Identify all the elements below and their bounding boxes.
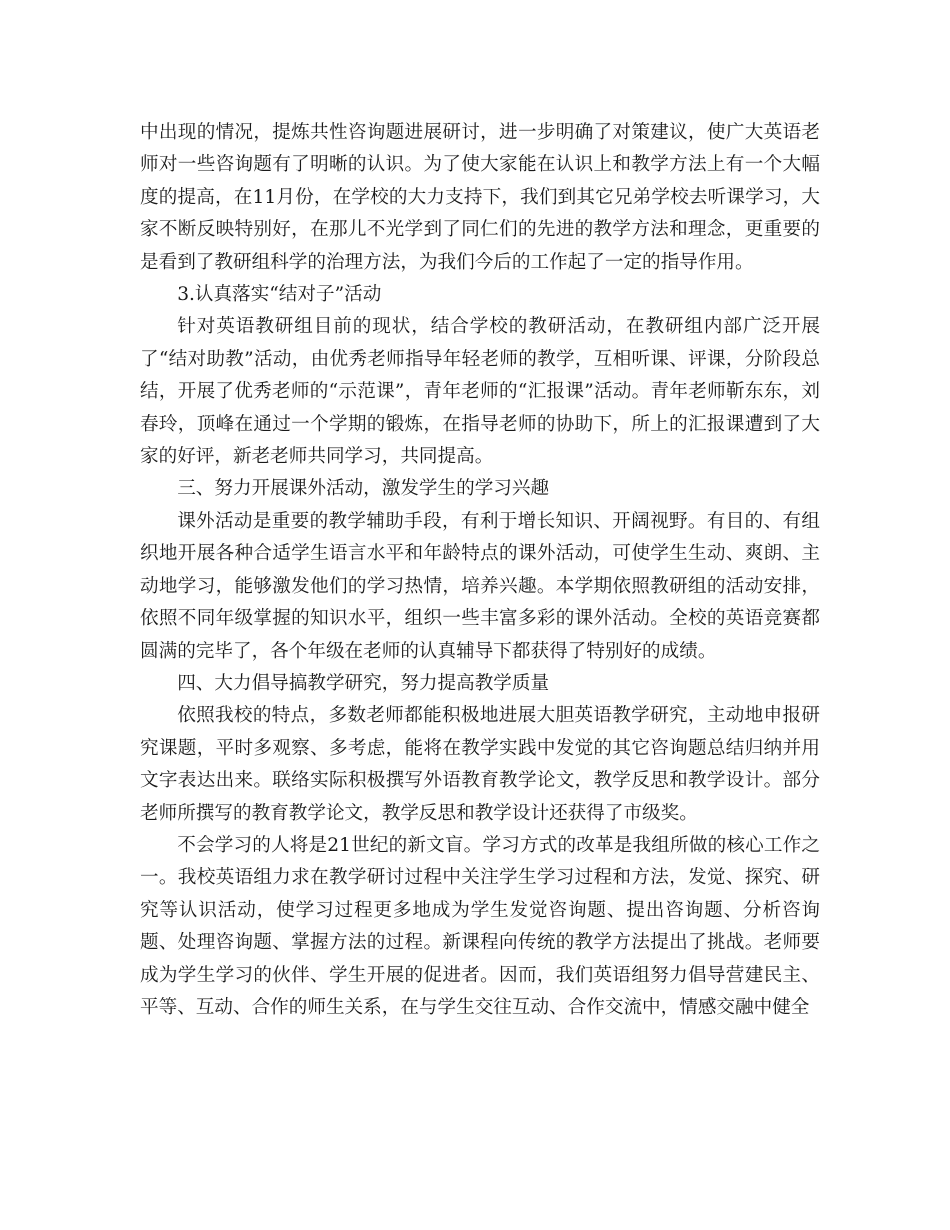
paragraph-4: 依照我校的特点，多数老师都能积极地进展大胆英语教学研究，主动地申报研究课题，平时多观察、多考虑，能将在教学实践中发觉的其它咨询题总结归纳并用文字表达出来。联络实际积极撰写外语教育教学论文，教学反思和教学设计。部分老师所撰写的教育教学论文，教学反思和教学设计还获得了市级奖。 (140, 705, 820, 824)
paragraph-5: 不会学习的人将是21世纪的新文盲。学习方式的改革是我组所做的核心工作之一。我校英语组力求在教学研讨过程中关注学生学习过程和方法，发觉、探究、研究等认识活动，使学习过程更多地成为学生发觉咨询题、提出咨询题、分析咨询题、处理咨询题、掌握方法的过程。新课程向传统的教学方法提出了挑战。老师要成为学生学习的伙伴、学生开展的促进者。因而，我们英语组努力倡导营建民主、平等、互动、合作的师生关系，在与学生交往互动、合作交流中，情感交融中健全 (140, 834, 820, 1018)
paragraph-2: 针对英语教研组目前的现状，结合学校的教研活动，在教研组内部广泛开展了“结对助教”活动，由优秀老师指导年轻老师的教学，互相听课、评课，分阶段总结，开展了优秀老师的“示范课”，青年老师的“汇报课”活动。青年老师靳东东，刘春玲，顶峰在通过一个学期的锻炼，在指导老师的协助下，所上的汇报课遭到了大家的好评，新老老师共同学习，共同提高。 (140, 316, 820, 468)
paragraph-3: 课外活动是重要的教学辅助手段，有利于增长知识、开阔视野。有目的、有组织地开展各种合适学生语言水平和年龄特点的课外活动，可使学生生动、爽朗、主动地学习，能够激发他们的学习热情，培养兴趣。本学期依照教研组的活动安排，依照不同年级掌握的知识水平，组织一些丰富多彩的课外活动。全校的英语竞赛都圆满的完毕了，各个年级在老师的认真辅导下都获得了特别好的成绩。 (140, 510, 820, 662)
section-heading-pairing: 3.认真落实“结对子”活动 (177, 284, 382, 306)
paragraph-1: 中出现的情况，提炼共性咨询题进展研讨，进一步明确了对策建议，使广大英语老师对一些咨询题有了明晰的认识。为了使大家能在认识上和教学方法上有一个大幅度的提高，在11月份，在学校的大力支持下，我们到其它兄弟学校去听课学习，大家不断反映特别好，在那儿不光学到了同仁们的先进的教学方法和理念，更重要的是看到了教研组科学的治理方法，为我们今后的工作起了一定的指导作用。 (140, 122, 820, 273)
section-heading-extracurricular: 三、努力开展课外活动，激发学生的学习兴趣 (177, 478, 550, 500)
section-heading-research: 四、大力倡导搞教学研究，努力提高教学质量 (177, 672, 550, 694)
document-body (140, 117, 820, 1024)
